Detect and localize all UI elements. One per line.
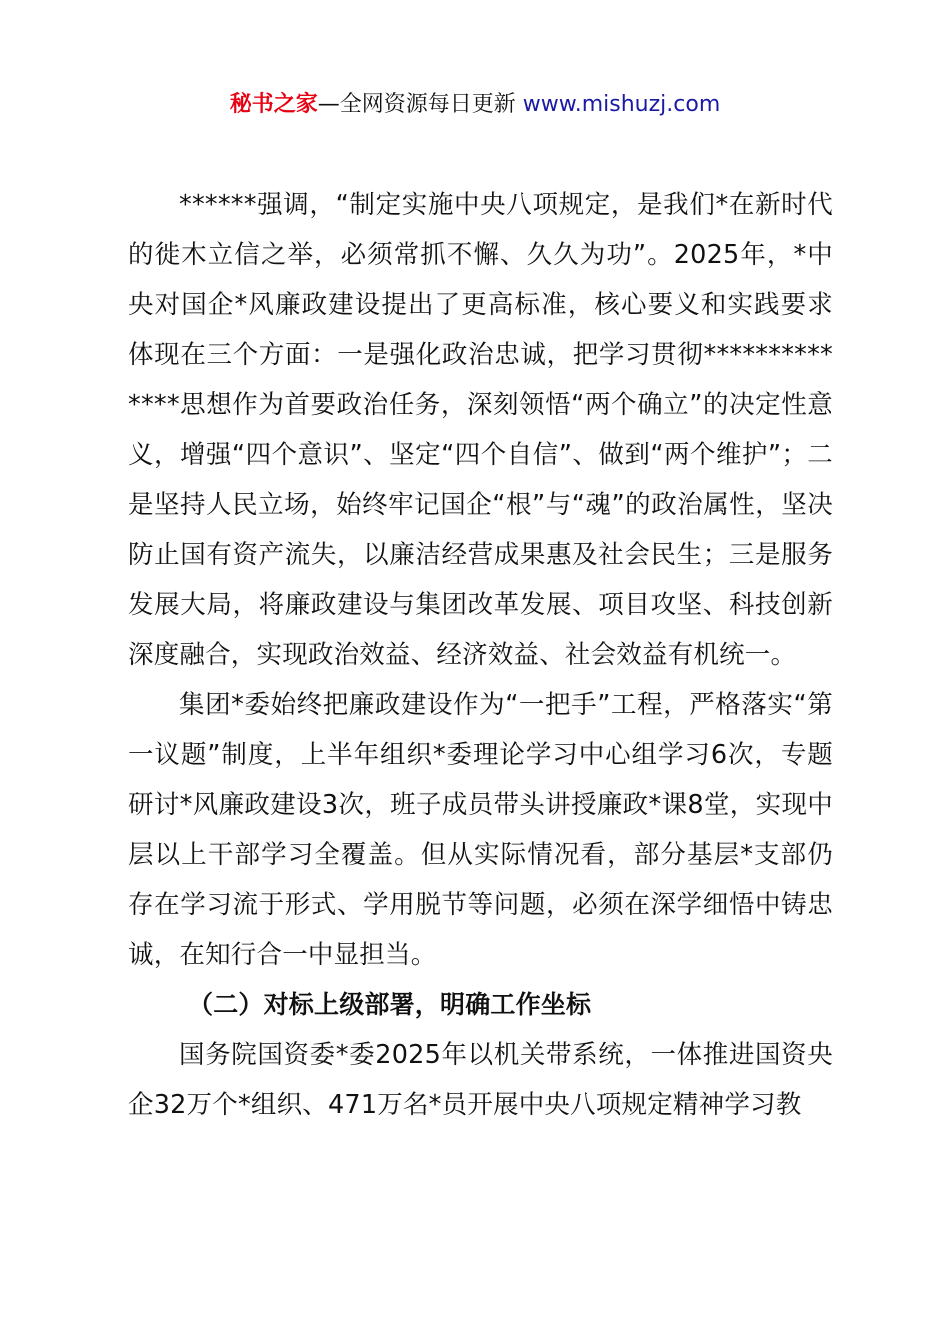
brand-name: 秘书之家 [229, 92, 318, 117]
section-heading: （二）对标上级部署，明确工作坐标 [188, 990, 592, 1019]
paragraph-2: 集团*委始终把廉政建设作为“一把手”工程，严格落实“第一议题”制度，上半年组织*委理论学习中心组学习6次，专题研讨*风廉政建设3次，班子成员带头讲授廉政*课8堂，实现中层以上干部学习全覆盖。但从实际情况看，部分基层*支部仍存在学习流于形式、学用脱节等问题，必须在深学细悟中铸忠诚，在知行合一中显担当。 [128, 690, 833, 970]
website-link[interactable]: www.mishuzj.com [522, 92, 721, 117]
document-body [128, 180, 833, 1130]
header-tagline: —全网资源每日更新 [317, 92, 523, 117]
paragraph-1: ******强调，“制定实施中央八项规定，是我们*在新时代的徙木立信之举，必须常抓不懈、久久为功”。2025年，*中央对国企*风廉政建设提出了更高标准，核心要义和实践要求体现在三个方面：一是强化政治忠诚，把学习贯彻**************思想作为首要政治任务，深刻领悟“两个确立”的决定性意义，增强“四个意识”、坚定“四个自信”、做到“两个维护”；二是坚持人民立场，始终牢记国企“根”与“魂”的政治属性，坚决防止国有资产流失，以廉洁经营成果惠及社会民生；三是服务发展大局，将廉政建设与集团改革发展、项目攻坚、科技创新深度融合，实现政治效益、经济效益、社会效益有机统一。 [128, 190, 833, 670]
paragraph-3: 国务院国资委*委2025年以机关带系统，一体推进国资央企32万个*组织、471万名*员开展中央八项规定精神学习教 [128, 1040, 833, 1120]
page-header [0, 90, 950, 120]
